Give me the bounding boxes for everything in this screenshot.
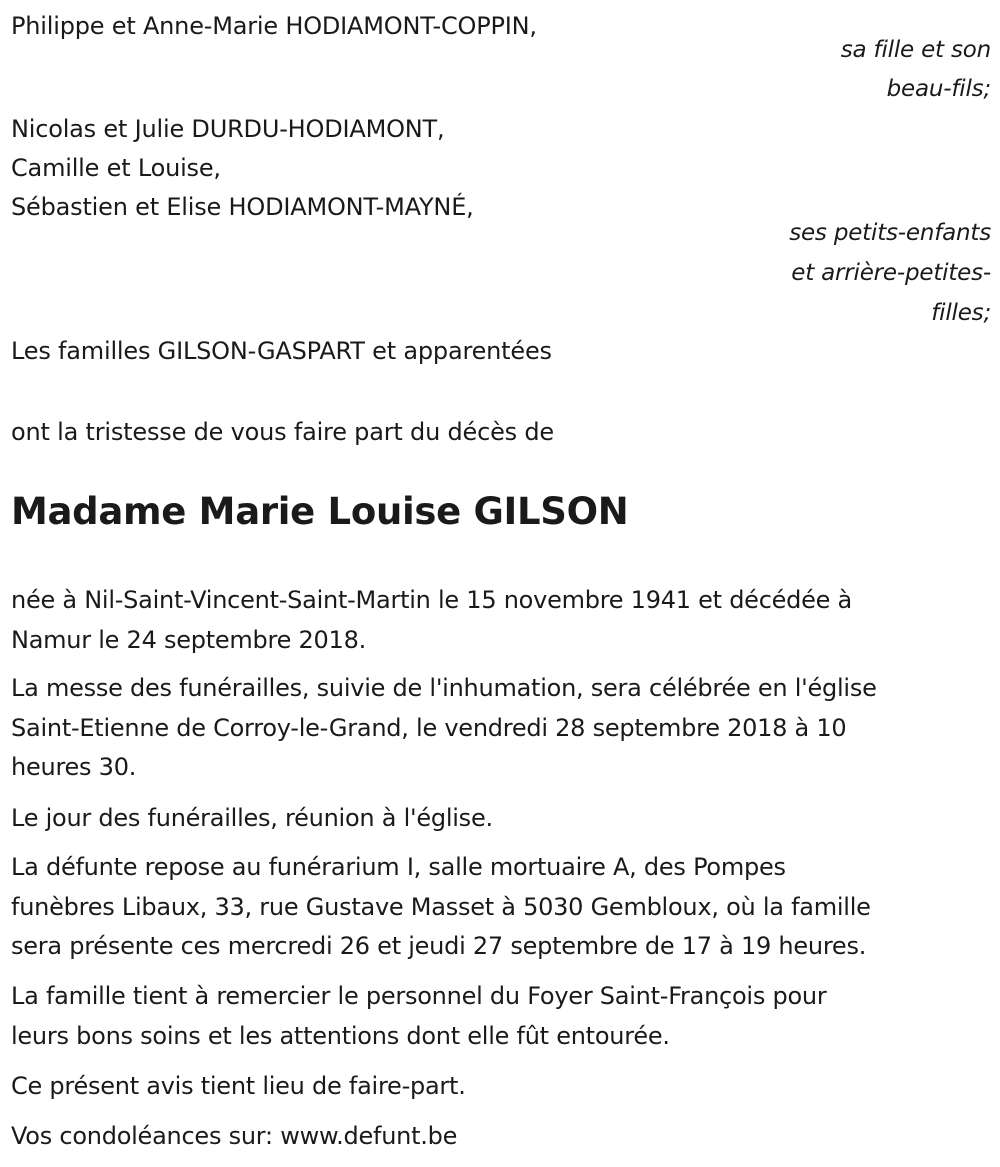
grandchildren-relation-line2: et arrière-petites- — [791, 260, 991, 286]
paragraph-line: Vos condoléances sur: www.defunt.be — [11, 1122, 458, 1150]
paragraph-line: La messe des funérailles, suivie de l'inhumation, sera célébrée en l'église — [11, 674, 877, 702]
paragraph-line: heures 30. — [11, 753, 137, 781]
mass-paragraph — [11, 669, 991, 788]
thanks-paragraph — [11, 977, 991, 1056]
grandchildren-relation-line3: filles; — [931, 300, 991, 326]
paragraph-line: sera présente ces mercredi 26 et jeudi 27 septembre de 17 à 19 heures. — [11, 932, 867, 960]
paragraph-line: Ce présent avis tient lieu de faire-part. — [11, 1072, 466, 1100]
grandchild-line: Camille et Louise, — [11, 154, 221, 182]
grandchildren-relation-line1: ses petits-enfants — [789, 220, 991, 246]
other-families: Les familles GILSON-GASPART et apparentées — [11, 337, 552, 365]
birth-death-paragraph — [11, 581, 991, 660]
daughter-relation-line2: beau-fils; — [886, 76, 991, 102]
paragraph-line: Namur le 24 septembre 2018. — [11, 625, 366, 654]
funerarium-paragraph — [11, 848, 991, 967]
paragraph-line: Le jour des funérailles, réunion à l'église. — [11, 804, 493, 832]
announcement: ont la tristesse de vous faire part du décès de — [11, 418, 554, 446]
paragraph-line: La famille tient à remercier le personnel du Foyer Saint-François pour — [11, 982, 827, 1010]
paragraph-line: née à Nil-Saint-Vincent-Saint-Martin le 15 novembre 1941 et décédée à — [11, 586, 853, 614]
daughter-relation-line1: sa fille et son — [840, 37, 991, 63]
paragraph-line: leurs bons soins et les attentions dont elle fût entourée. — [11, 1021, 670, 1050]
paragraph-line: Saint-Etienne de Corroy-le-Grand, le vendredi 28 septembre 2018 à 10 — [11, 713, 847, 742]
deceased-name: Madame Marie Louise GILSON — [11, 490, 629, 533]
grandchild-line: Sébastien et Elise HODIAMONT-MAYNÉ, — [11, 193, 474, 221]
paragraph-line: funèbres Libaux, 33, rue Gustave Masset à 5030 Gembloux, où la famille — [11, 892, 871, 921]
daughter-couple: Philippe et Anne-Marie HODIAMONT-COPPIN, — [11, 12, 537, 40]
notice-paragraph — [11, 1067, 991, 1107]
condolences-paragraph — [11, 1117, 991, 1157]
meeting-paragraph — [11, 799, 991, 839]
grandchild-line: Nicolas et Julie DURDU-HODIAMONT, — [11, 115, 445, 143]
paragraph-line: La défunte repose au funérarium I, salle mortuaire A, des Pompes — [11, 853, 786, 881]
